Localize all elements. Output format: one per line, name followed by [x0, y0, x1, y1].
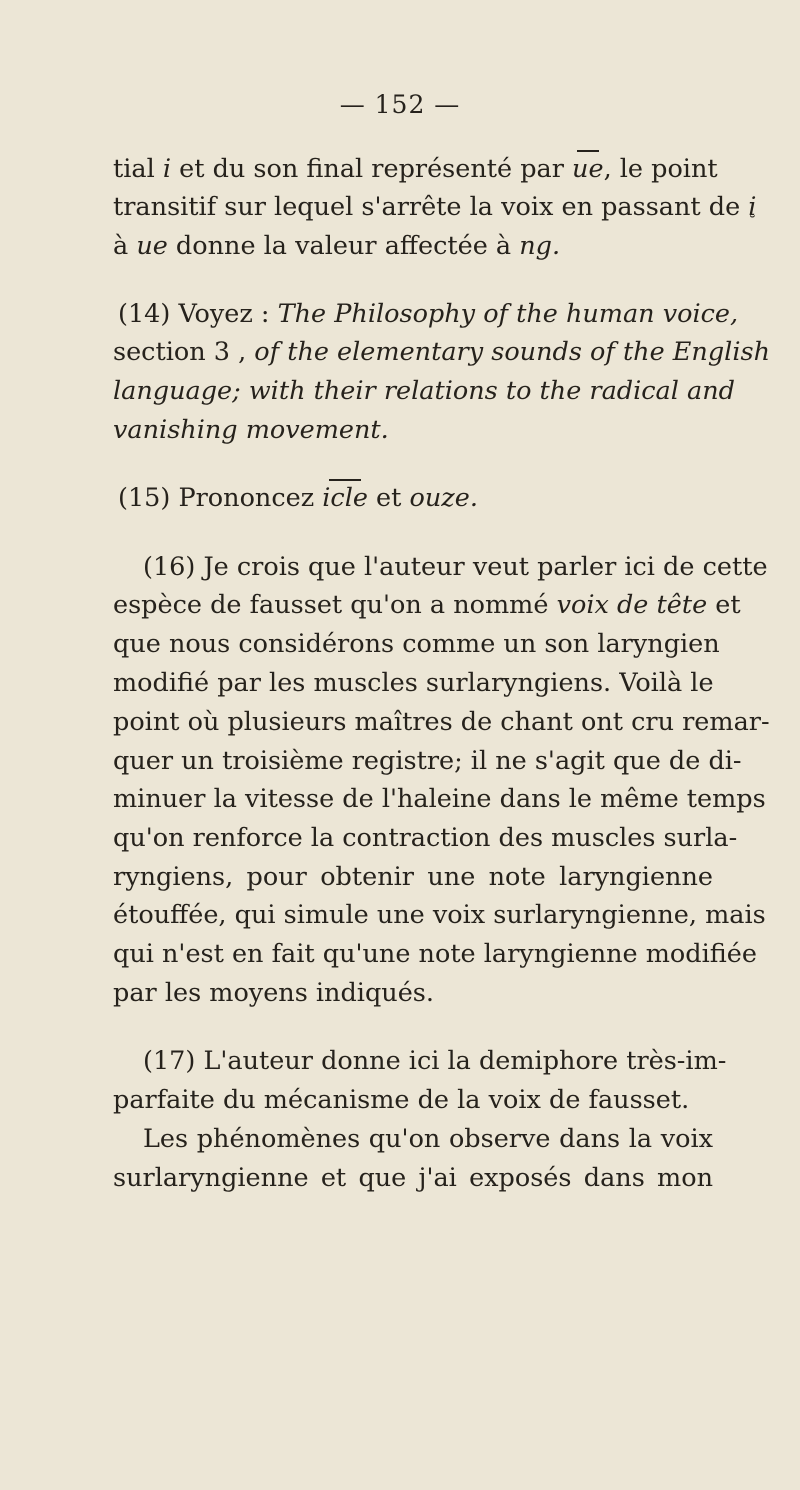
- text-run: section 3 ,: [113, 337, 255, 367]
- text-run: (16) Je crois que l'auteur veut parler ici de cette: [143, 552, 768, 582]
- text-run: The Philosophy of the human voice,: [277, 299, 739, 329]
- text-run: étouffée, qui simule une voix surlaryngienne, mais: [113, 900, 766, 930]
- text-line: [113, 823, 738, 853]
- text-line: [113, 900, 766, 930]
- text-run: à: [113, 231, 137, 261]
- text-run: of the elementary sounds of the English: [254, 337, 770, 367]
- text-run: language; with their relations to the radical and: [113, 376, 735, 406]
- text-line: [113, 192, 757, 222]
- text-line: [113, 629, 720, 659]
- text-line: [113, 337, 770, 367]
- text-line: [113, 746, 742, 776]
- text-line: [113, 415, 713, 445]
- text-line: [113, 154, 718, 184]
- text-line: [113, 939, 757, 969]
- text-line: [143, 552, 768, 582]
- text-line: [113, 1163, 713, 1193]
- text-run: ryngiens, pour obtenir une note laryngienne: [113, 862, 713, 892]
- text-run: surlaryngienne et que j'ai exposés dans mon: [113, 1163, 713, 1193]
- text-run: et du son final représenté par: [171, 154, 573, 184]
- text-run: et: [367, 483, 410, 513]
- text-run: (15) Prononcez: [118, 483, 323, 513]
- text-run: parfaite du mécanisme de la voix de fausset.: [113, 1085, 690, 1115]
- text-run: transitif sur lequel s'arrête la voix en passant de: [113, 192, 749, 222]
- text-run: point où plusieurs maîtres de chant ont cru remar-: [113, 707, 770, 737]
- text-run: ue: [572, 154, 604, 184]
- text-run: ng.: [519, 231, 561, 261]
- text-run: icle: [322, 483, 368, 513]
- text-run: ue: [136, 231, 168, 261]
- text-run: (14) Voyez :: [118, 299, 278, 329]
- text-run: ouze.: [409, 483, 478, 513]
- text-line: [113, 784, 766, 814]
- text-run: qu'on renforce la contraction des muscles surla-: [113, 823, 738, 853]
- text-line: [118, 299, 739, 329]
- text-run: par les moyens indiqués.: [113, 978, 434, 1008]
- text-run: qui n'est en fait qu'une note laryngienne modifiée: [113, 939, 757, 969]
- text-run: tial: [113, 154, 163, 184]
- text-run: donne la valeur affectée à: [167, 231, 520, 261]
- text-run: espèce de fausset qu'on a nommé: [113, 590, 557, 620]
- text-line: [113, 231, 713, 261]
- text-line: [113, 978, 713, 1008]
- text-run: voix de tête: [556, 590, 708, 620]
- text-line: [113, 376, 735, 406]
- text-run: , le point: [603, 154, 718, 184]
- text-line: [118, 483, 713, 513]
- text-line: [113, 707, 770, 737]
- text-run: modifié par les muscles surlaryngiens. Voilà le: [113, 668, 714, 698]
- text-run: minuer la vitesse de l'haleine dans le même temps: [113, 784, 766, 814]
- text-run: et: [707, 590, 741, 620]
- text-run: i ˘: [748, 195, 756, 221]
- text-line: [143, 1124, 713, 1154]
- text-line: [113, 590, 741, 620]
- text-run: vanishing movement.: [113, 415, 389, 445]
- text-line: [113, 862, 713, 892]
- text-run: quer un troisième registre; il ne s'agit que de di-: [113, 746, 742, 776]
- text-run: que nous considérons comme un son laryngien: [113, 629, 720, 659]
- text-run: i: [162, 154, 172, 184]
- text-line: [113, 668, 714, 698]
- page-number-header: — 152 —: [339, 90, 461, 119]
- text-run: (17) L'auteur donne ici la demiphore très-im-: [143, 1046, 727, 1076]
- text-line: [143, 1046, 727, 1076]
- text-line: [113, 1085, 713, 1115]
- text-run: Les phénomènes qu'on observe dans la voix: [143, 1124, 713, 1154]
